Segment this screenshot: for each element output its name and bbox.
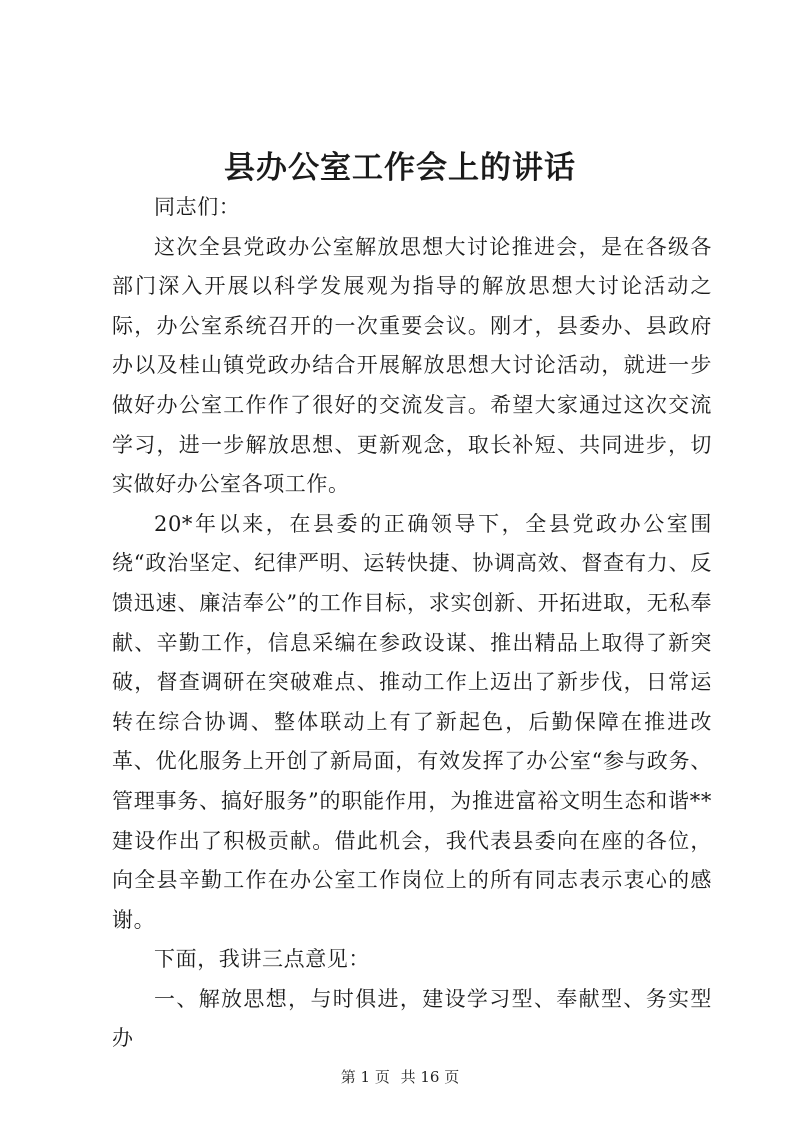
body-paragraph: 下面，我讲三点意见： — [154, 947, 370, 972]
page-total: 共 16 页 — [400, 1068, 460, 1086]
page-number: 第 1 页 — [340, 1068, 390, 1086]
section-heading: 一、解放思想，与时俱进，建设学习型、奉献型、务实型办 — [112, 986, 712, 1051]
document-body — [112, 188, 712, 1059]
body-paragraph: 20*年以来，在县委的正确领导下，全县党政办公室围绕“政治坚定、纪律严明、运转快捷、协调高效、督查有力、反馈迅速、廉洁奉公”的工作目标，求实创新、开拓进取，无私奉献、辛勤工作，信息采编在参政设谋、推出精品上取得了新突破，督查调研在突破难点、推动工作上迈出了新步伐，日常运转在综合协调、整体联动上有了新起色，后勤保障在推进改革、优化服务上开创了新局面，有效发挥了办公室“参与政务、管理事务、搞好服务”的职能作用，为推进富裕文明生态和谐**建设作出了积极贡献。借此机会，我代表县委向在座的各位，向全县辛勤工作在办公室工作岗位上的所有同志表示衷心的感谢。 — [112, 511, 712, 932]
salutation-paragraph: 同志们： — [154, 195, 241, 219]
page-footer — [0, 1066, 800, 1087]
body-paragraph: 这次全县党政办公室解放思想大讨论推进会，是在各级各部门深入开展以科学发展观为指导的解放思想大讨论活动之际，办公室系统召开的一次重要会议。刚才，县委办、县政府办以及桂山镇党政办结合开展解放思想大讨论活动，就进一步做好办公室工作作了很好的交流发言。希望大家通过这次交流学习，进一步解放思想、更新观念，取长补短、共同进步，切实做好办公室各项工作。 — [112, 234, 712, 497]
document-title: 县办公室工作会上的讲话 — [224, 150, 576, 186]
